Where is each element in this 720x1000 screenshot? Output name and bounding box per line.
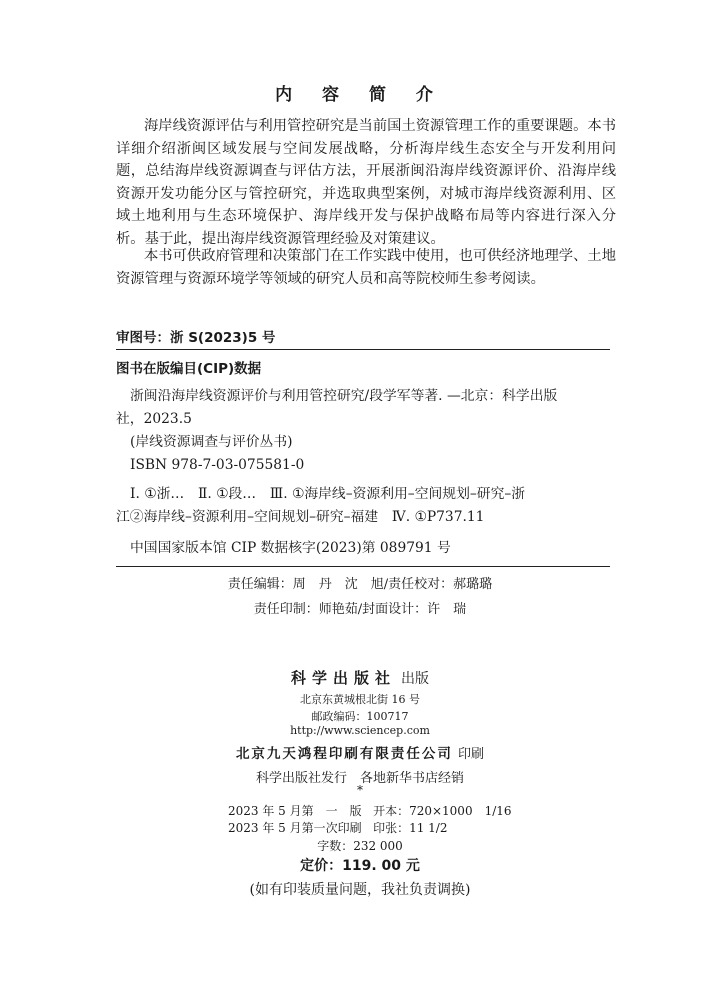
publisher-name: 科学出版社 [290, 669, 396, 687]
printer-name: 北京九天鸿程印刷有限责任公司 [235, 746, 453, 762]
page-title: 内 容 简 介 [275, 85, 445, 105]
publisher-url: http://www.sciencep.com [290, 724, 430, 737]
credits-line-2: 责任印制：师艳茹/封面设计：许 瑞 [253, 602, 467, 617]
cip-record-line-2: 社，2023.5 [116, 411, 192, 427]
format-info: 开本：720×1000 1/16 [373, 804, 512, 818]
edition-info: 2023 年 5 月第 一 版 [228, 804, 362, 818]
summary-paragraph-1: 海岸线资源评估与利用管控研究是当前国土资源管理工作的重要课题。本书详细介绍浙闽区域发展与空间发展战略，分析海岸线生态安全与开发利用问题，总结海岸线资源调查与评估方法，开展浙闽沿海岸线资源评价、沿海岸线资源开发功能分区与管控研究，并选取典型案例，对城市海岸线资源利用、区域土地利用与生态环境保护、海岸线开发与保护战略布局等内容进行深入分析。基于此，提出海岸线资源管理经验及对策建议。 [116, 118, 616, 247]
cip-series: (岸线资源调查与评价丛书) [130, 434, 293, 450]
cip-heading: 图书在版编目(CIP)数据 [116, 361, 262, 377]
publisher-suffix: 出版 [401, 671, 430, 687]
cip-library-note: 中国国家版本馆 CIP 数据核字(2023)第 089791 号 [130, 540, 451, 556]
map-review-number: 审图号：浙 S(2023)5 号 [116, 330, 276, 346]
divider-bottom [116, 566, 610, 567]
printer-line [0, 742, 720, 762]
impression-info: 2023 年 5 月第一次印刷 [228, 821, 362, 835]
publisher-line [0, 667, 720, 688]
cip-record-line-1: 浙闽沿海岸线资源评价与利用管控研究/段学军等著. —北京：科学出版 [130, 388, 558, 404]
word-count: 字数：232 000 [317, 839, 403, 853]
summary-paragraph-2: 本书可供政府管理和决策部门在工作实践中使用，也可供经济地理学、土地资源管理与资源环境学等领域的研究人员和高等院校师生参考阅读。 [116, 248, 616, 287]
divider-top [116, 349, 610, 350]
publisher-postcode: 邮政编码：100717 [311, 710, 409, 723]
cip-classification-line-2: 江②海岸线–资源利用–空间规划–研究–福建 Ⅳ. ①P737.11 [116, 509, 485, 525]
cip-classification-line-1: Ⅰ. ①浙… Ⅱ. ①段… Ⅲ. ①海岸线–资源利用–空间规划–研究–浙 [130, 486, 526, 502]
sheets-info: 印张：11 1/2 [373, 821, 448, 835]
credits-line-1: 责任编辑：周 丹 沈 旭/责任校对：郝璐璐 [227, 577, 493, 592]
price: 定价：119. 00 元 [300, 858, 420, 874]
print-edition-row [228, 802, 512, 819]
cip-isbn: ISBN 978-7-03-075581-0 [130, 457, 305, 473]
print-impression-row [228, 819, 447, 836]
separator-asterisk: * [357, 783, 363, 797]
printer-suffix: 印刷 [458, 747, 485, 762]
distribution-line: 科学出版社发行 各地新华书店经销 [255, 771, 464, 786]
publisher-address: 北京东黄城根北街 16 号 [300, 693, 420, 706]
quality-notice: (如有印装质量问题，我社负责调换) [249, 882, 471, 898]
